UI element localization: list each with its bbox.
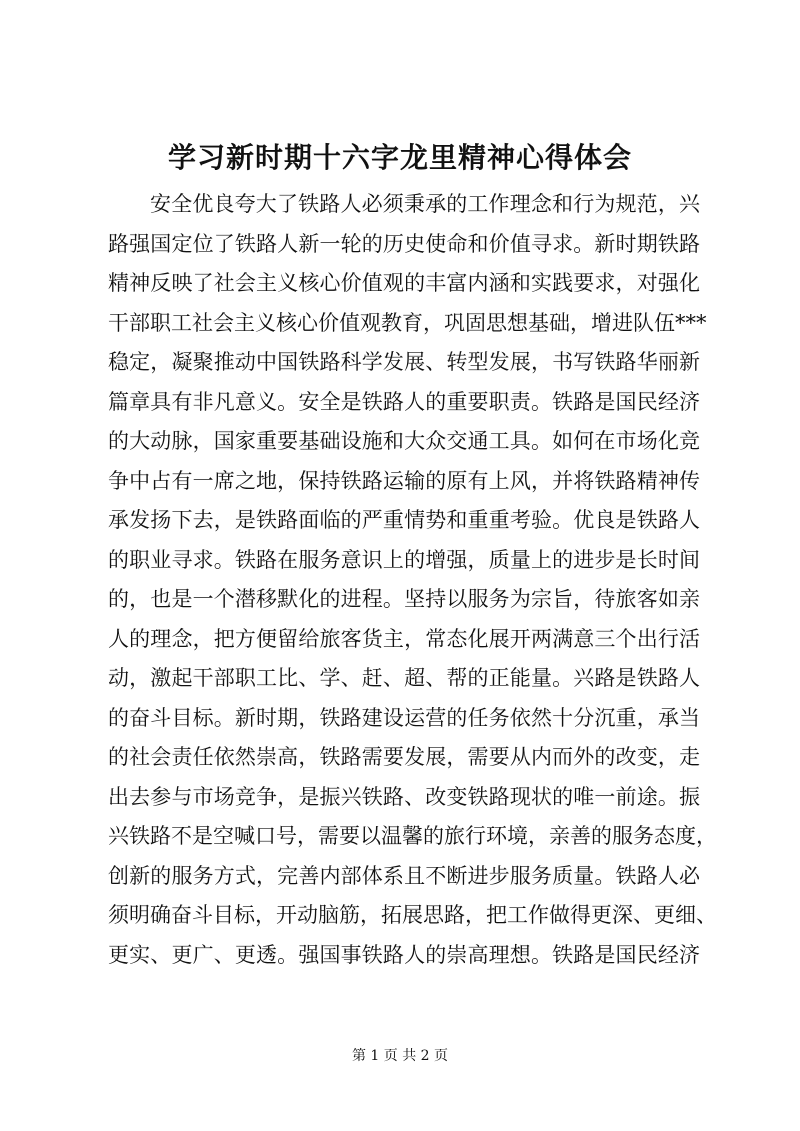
body-line: 篇章具有非凡意义。安全是铁路人的重要职责。铁路是国民经济 [108, 389, 700, 414]
body-line: 的社会责任依然崇高，铁路需要发展，需要从内而外的改变，走 [108, 745, 700, 769]
body-line: 出去参与市场竞争，是振兴铁路、改变铁路现状的唯一前途。振 [108, 784, 700, 809]
document-title: 学习新时期十六字龙里精神心得体会 [167, 141, 632, 174]
body-line: 争中占有一席之地，保持铁路运输的原有上风，并将铁路精神传 [108, 468, 700, 493]
body-line: 更实、更广、更透。强国事铁路人的崇高理想。铁路是国民经济 [108, 942, 700, 967]
body-line: 人的理念，把方便留给旅客货主，常态化展开两满意三个出行活 [108, 626, 700, 651]
body-line: 安全优良夸大了铁路人必须秉承的工作理念和行为规范，兴 [150, 192, 700, 216]
body-line: 的大动脉，国家重要基础设施和大众交通工具。如何在市场化竞 [108, 429, 700, 453]
page-number-footer: 第 1 页 共 2 页 [351, 1048, 449, 1064]
body-line: 须明确奋斗目标，开动脑筋，拓展思路，把工作做得更深、更细、 [108, 903, 717, 927]
body-line: 兴铁路不是空喊口号，需要以温馨的旅行环境，亲善的服务态度， [108, 824, 717, 848]
body-line: 精神反映了社会主义核心价值观的丰富内涵和实践要求，对强化 [108, 271, 700, 295]
document-body [108, 185, 717, 975]
body-line: 创新的服务方式，完善内部体系且不断进步服务质量。铁路人必 [108, 863, 700, 888]
body-line: 动，激起干部职工比、学、赶、超、帮的正能量。兴路是铁路人 [108, 666, 700, 690]
body-line: 的职业寻求。铁路在服务意识上的增强，质量上的进步是长时间 [108, 547, 700, 572]
body-line: 路强国定位了铁路人新一轮的历史使命和价值寻求。新时期铁路 [108, 231, 700, 256]
body-line: 承发扬下去，是铁路面临的严重情势和重重考验。优良是铁路人 [108, 508, 700, 532]
body-line: 稳定，凝聚推动中国铁路科学发展、转型发展，书写铁路华丽新 [108, 350, 700, 374]
body-line: 干部职工社会主义核心价值观教育，巩固思想基础，增进队伍*** [108, 310, 707, 335]
body-line: 的，也是一个潜移默化的进程。坚持以服务为宗旨，待旅客如亲 [108, 587, 700, 611]
body-line: 的奋斗目标。新时期，铁路建设运营的任务依然十分沉重，承当 [108, 705, 700, 730]
